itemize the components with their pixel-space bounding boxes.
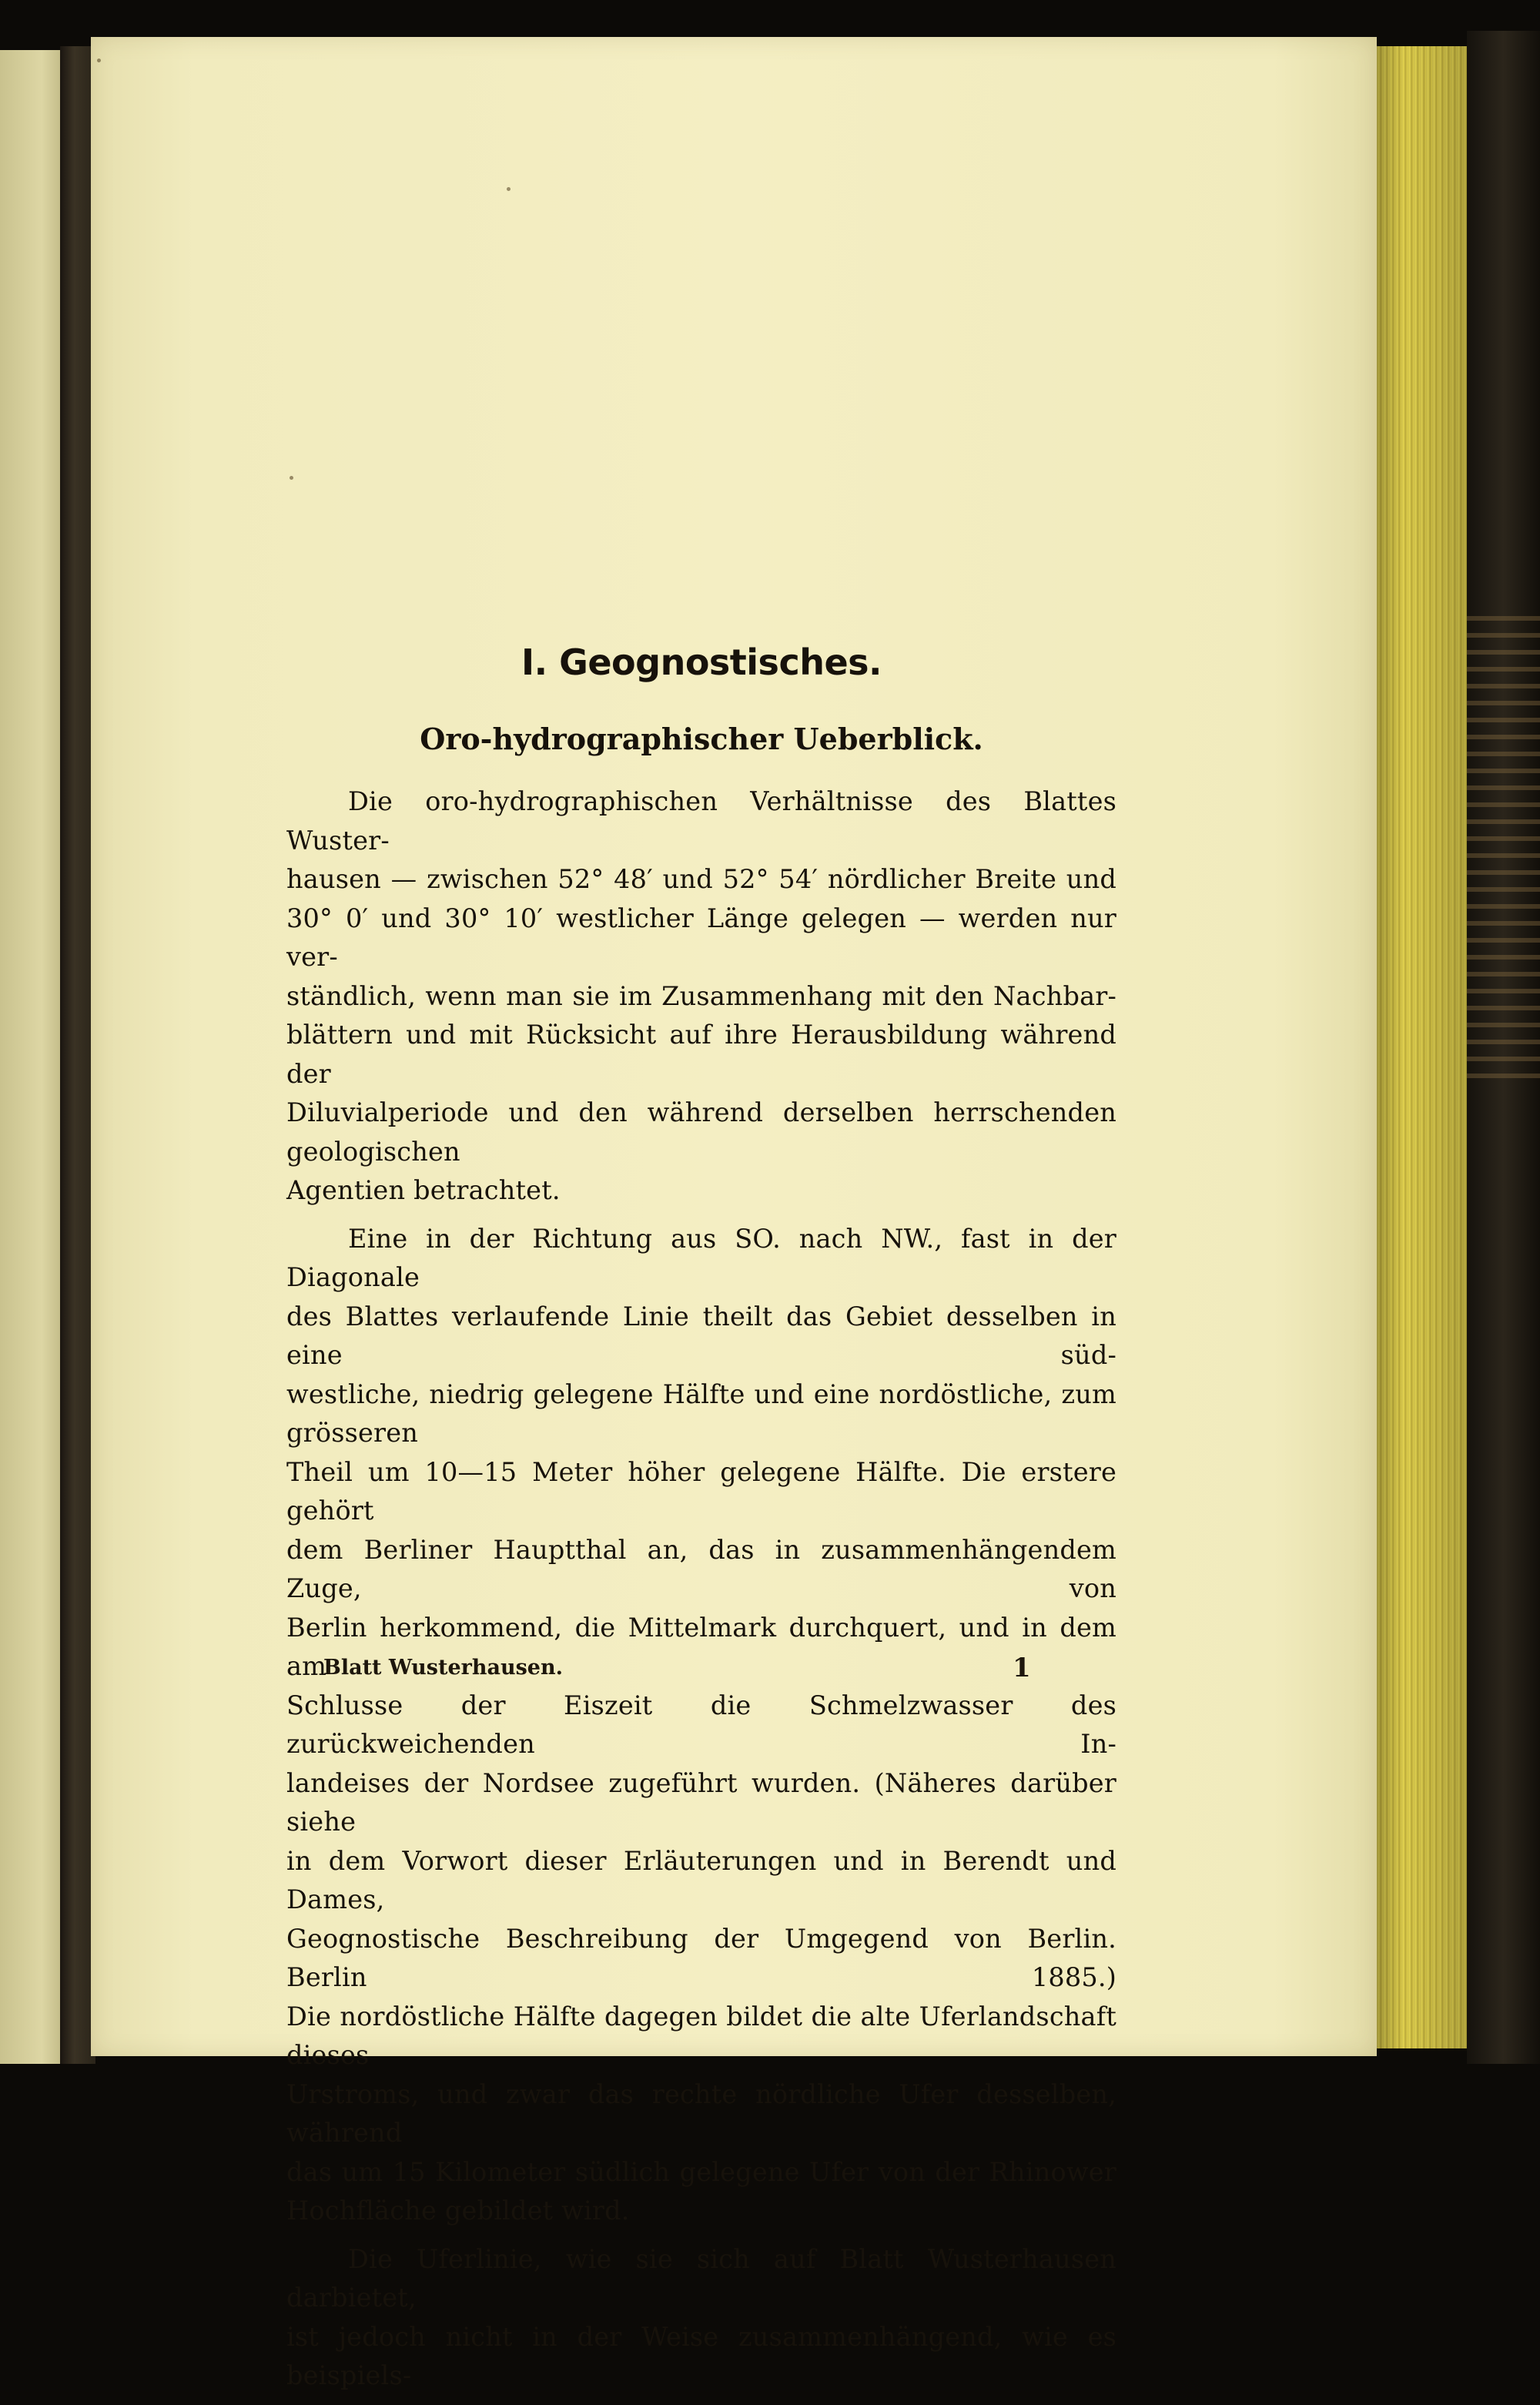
paper-speck <box>290 476 293 480</box>
gilded-page-edges <box>1377 46 1469 2048</box>
signature-mark: 1 <box>1013 1653 1031 1683</box>
text-line: westliche, niedrig gelegene Hälfte und eine nordöstliche, zum grösseren <box>286 1378 1116 1448</box>
text-line: Die oro-hydrographischen Verhältnisse des Blattes Wuster- <box>286 786 1116 856</box>
sheet-name: Blatt Wusterhausen. <box>323 1656 564 1680</box>
subheading: Oro-hydrographischer Ueberblick. <box>420 722 983 756</box>
text-line: des Blattes verlaufende Linie theilt das Gebiet desselben in eine süd- <box>286 1301 1116 1370</box>
text-line: Eine in der Richtung aus SO. nach NW., fast in der Diagonale <box>286 1223 1116 1292</box>
text-line: ständlich, wenn man sie im Zusammenhang mit den Nachbar- <box>286 980 1116 1011</box>
section-title: I. Geognostisches. <box>521 641 882 683</box>
text-line: Schlusse der Eiszeit die Schmelzwasser des zurückweichenden In- <box>286 1690 1116 1759</box>
paragraph <box>286 782 1116 1211</box>
text-line: Theil um 10—15 Meter höher gelegene Hälfte. Die erstere gehört <box>286 1456 1116 1526</box>
facing-page-edge <box>0 50 69 2064</box>
paper-speck <box>507 187 511 191</box>
text-line: Urstroms, und zwar das rechte nördliche Ufer desselben, während <box>286 2078 1116 2148</box>
text-line: Die Uferlinie, wie sie sich auf Blatt Wusterhausen darbietet, <box>286 2243 1116 2313</box>
paragraph <box>286 2240 1116 2396</box>
text-line: Geognostische Beschreibung der Umgegend von Berlin. Berlin 1885.) <box>286 1923 1116 1992</box>
text-line: das um 15 Kilometer südlich gelegene Ufer von der Rhinower <box>286 2156 1116 2187</box>
page-footer <box>323 1653 1032 1683</box>
text-line: landeises der Nordsee zugeführt wurden. (Näheres darüber siehe <box>286 1767 1116 1837</box>
text-line: dem Berliner Hauptthal an, das in zusammenhängendem Zuge, von <box>286 1534 1116 1603</box>
paper-speck <box>97 59 101 62</box>
text-line: Die nordöstliche Hälfte dagegen bildet die alte Uferlandschaft dieses <box>286 2001 1116 2070</box>
text-line: Berlin herkommend, die Mittelmark durchquert, und in dem am <box>286 1612 1116 1681</box>
text-line: Diluvialperiode und den während derselben herrschenden geologischen <box>286 1097 1116 1167</box>
body-text <box>286 782 1116 2396</box>
text-line: blättern und mit Rücksicht auf ihre Herausbildung während der <box>286 1020 1116 1089</box>
text-line: hausen — zwischen 52° 48′ und 52° 54′ nördlicher Breite und <box>286 864 1116 894</box>
page-body <box>286 639 1116 2405</box>
text-line: in dem Vorwort dieser Erläuterungen und in Berendt und Dames, <box>286 1845 1116 1914</box>
paragraph <box>286 1220 1116 2231</box>
text-line: Agentien betrachtet. <box>286 1175 561 1205</box>
text-line: 30° 0′ und 30° 10′ westlicher Länge gelegen — werden nur ver- <box>286 903 1116 972</box>
text-line: Hochfläche gebildet wird. <box>286 2196 630 2226</box>
text-line: ist jedoch nicht in der Weise zusammenhängend, wie es beispiels- <box>286 2321 1116 2390</box>
book-binding <box>1467 31 1540 2064</box>
